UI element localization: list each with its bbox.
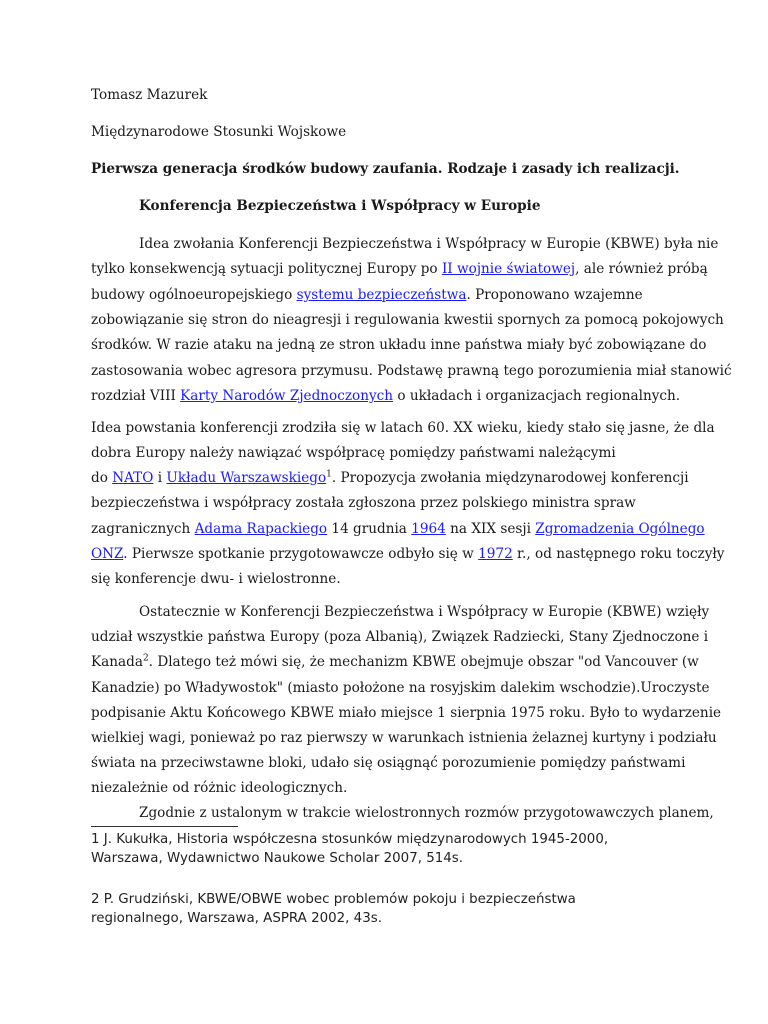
text-span: do [91, 470, 113, 486]
text-span: Kanada [91, 654, 143, 670]
link-onz[interactable]: ONZ [91, 546, 124, 562]
p3-line: wielkiej wagi, ponieważ po raz pierwszy w warunkach istnienia żelaznej kurtyny i podziału [91, 730, 717, 746]
footnote-2-line: 2 P. Grudziński, KBWE/OBWE wobec problemów pokoju i bezpieczeństwa [91, 892, 576, 907]
p3-line: podpisanie Aktu Końcowego KBWE miało miejsce 1 sierpnia 1975 roku. Było to wydarzenie [91, 705, 722, 721]
p1-line [91, 387, 680, 405]
footnote-1-line: Warszawa, Wydawnictwo Naukowe Scholar 2007, 514s. [91, 851, 464, 866]
p3-line: Ostatecznie w Konferencji Bezpieczeństwa i Współpracy w Europie (KBWE) wzięły [139, 604, 710, 620]
text-span: rozdział VIII [91, 388, 181, 404]
p3-line: udział wszystkie państwa Europy (poza Albanią), Związek Radziecki, Stany Zjednoczone i [91, 629, 709, 645]
document-title: Pierwsza generacja środków budowy zaufania. Rodzaje i zasady ich realizacji. [91, 161, 680, 177]
footnote-ref-2[interactable]: 2 [142, 653, 149, 664]
p2-line: dobra Europy należy nawiązać współpracę pomiędzy państwami należącymi [91, 445, 616, 461]
footnote-1-line: 1 J. Kukułka, Historia współczesna stosunków międzynarodowych 1945-2000, [91, 832, 609, 847]
link-karta-narodow-zjednoczonych[interactable]: Karty Narodów Zjednoczonych [180, 388, 393, 404]
text-span: tylko konsekwencją sytuacji politycznej Europy po [91, 261, 442, 277]
link-ii-wojna-swiatowa[interactable]: II wojnie światowej [441, 261, 576, 277]
text-span: na XIX sesji [445, 521, 536, 537]
p1-line [91, 286, 643, 304]
footnote-separator [91, 826, 238, 827]
p2-line: bezpieczeństwa i współpracy została zgłoszona przez polskiego ministra spraw [91, 495, 636, 511]
p1-line: zastosowania wobec agresora przymusu. Podstawę prawną tego porozumienia miał stanowić [91, 363, 732, 379]
section-heading: Konferencja Bezpieczeństwa i Współpracy w Europie [139, 198, 541, 214]
p2-line: się konferencje dwu- i wielostronne. [91, 571, 341, 587]
text-span: , ale również próbą [575, 261, 708, 277]
p3-line: Kanadzie) po Władywostok" (miasto położone na rosyjskim dalekim wschodzie).Uroczyste [91, 680, 710, 696]
p1-line [91, 260, 708, 278]
text-span: o układach i organizacjach regionalnych. [393, 388, 681, 404]
footnote-2-line: regionalnego, Warszawa, ASPRA 2002, 43s. [91, 911, 382, 926]
link-1964[interactable]: 1964 [411, 521, 446, 537]
link-uklad-warszawski[interactable]: Układu Warszawskiego [166, 470, 327, 486]
author-name: Tomasz Mazurek [91, 87, 208, 103]
p1-line: Idea zwołania Konferencji Bezpieczeństwa i Współpracy w Europie (KBWE) była nie [139, 236, 719, 252]
p2-line [91, 520, 705, 538]
text-span: zagranicznych [91, 521, 195, 537]
link-1972[interactable]: 1972 [478, 546, 513, 562]
text-span: 14 grudnia [327, 521, 412, 537]
p3-line: świata na przeciwstawne bloki, udało się osiągnąć porozumienie pomiędzy państwami [91, 755, 686, 771]
p2-line [91, 469, 689, 487]
p2-line [91, 545, 724, 563]
p3-line [91, 653, 699, 671]
link-nato[interactable]: NATO [112, 470, 154, 486]
text-span: . Pierwsze spotkanie przygotowawcze odbyło się w [123, 546, 479, 562]
link-zgromadzenie-ogolne[interactable]: Zgromadzenia Ogólnego [535, 521, 705, 537]
p1-line: środków. W razie ataku na jedną ze stron układu inne państwa miały być zobowiązane do [91, 337, 707, 353]
text-span: budowy ogólnoeuropejskiego [91, 287, 297, 303]
link-system-bezpieczenstwa[interactable]: systemu bezpieczeństwa [296, 287, 467, 303]
text-span: r., od następnego roku toczyły [512, 546, 725, 562]
text-span: i [153, 470, 167, 486]
course-name: Międzynarodowe Stosunki Wojskowe [91, 124, 347, 140]
link-adam-rapacki[interactable]: Adama Rapackiego [194, 521, 328, 537]
p1-line: zobowiązanie się stron do nieagresji i regulowania kwestii spornych za pomocą pokojowych [91, 312, 724, 328]
footnote-ref-1[interactable]: 1 [326, 469, 332, 480]
text-span: . Proponowano wzajemne [466, 287, 643, 303]
p3-line: niezależnie od różnic ideologicznych. [91, 780, 348, 796]
p2-line: Idea powstania konferencji zrodziła się w latach 60. XX wieku, kiedy stało się jasne, że dla [91, 420, 715, 436]
text-span: . Propozycja zwołania międzynarodowej konferencji [331, 470, 689, 486]
p4-line: Zgodnie z ustalonym w trakcie wielostronnych rozmów przygotowawczych planem, [139, 805, 714, 821]
text-span: . Dlatego też mówi się, że mechanizm KBWE obejmuje obszar "od Vancouver (w [148, 654, 699, 670]
